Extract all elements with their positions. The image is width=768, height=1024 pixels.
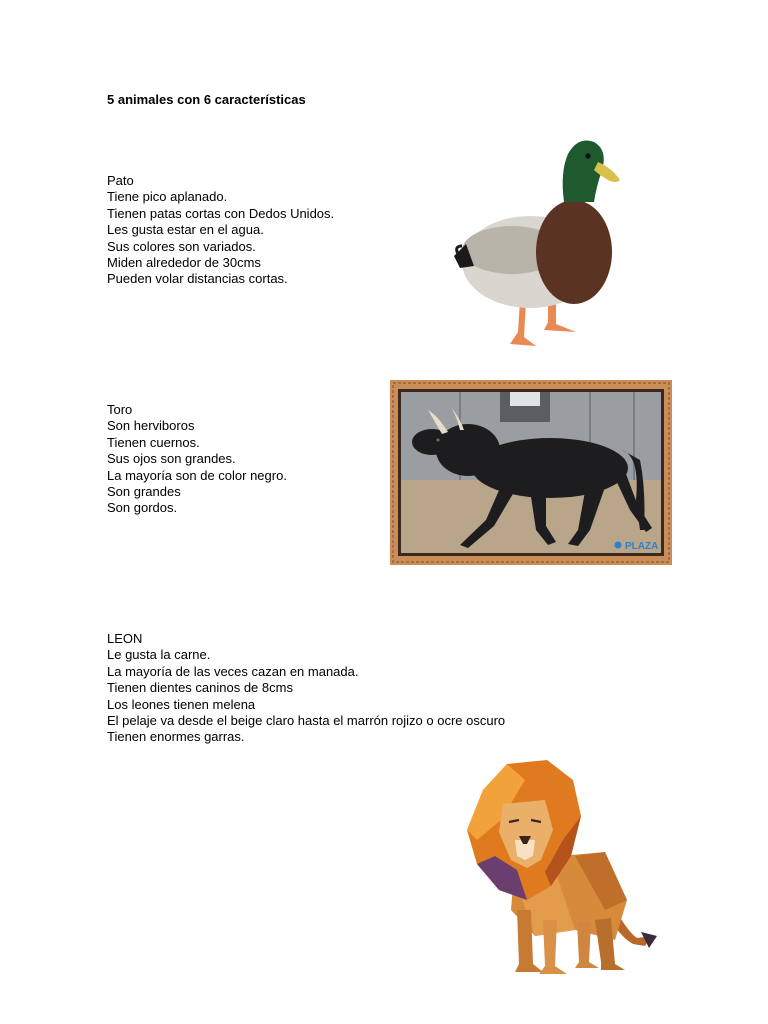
trait-line: La mayoría son de color negro.: [107, 467, 287, 483]
section-heading-pato: Pato: [107, 173, 134, 188]
trait-line: Miden alrededor de 30cms: [107, 255, 261, 271]
trait-line: Pueden volar distancias cortas.: [107, 271, 288, 287]
bull-image: [390, 380, 672, 565]
trait-line: Le gusta la carne.: [107, 647, 211, 663]
lion-section: [107, 631, 505, 746]
trait-line: Son gordos.: [107, 500, 178, 516]
lion-image: [455, 760, 660, 982]
bull-section: [107, 402, 287, 517]
trait-line: El pelaje va desde el beige claro hasta el marrón rojizo o ocre oscuro: [107, 713, 506, 729]
page-title: 5 animales con 6 características: [107, 92, 306, 107]
trait-line: Son herviboros: [107, 418, 195, 434]
trait-line: Tiene pico aplanado.: [107, 189, 228, 205]
trait-line: Les gusta estar en el agua.: [107, 222, 264, 238]
watermark-text: PLAZA: [625, 541, 659, 552]
trait-line: Tienen enormes garras.: [107, 729, 245, 745]
trait-line: Tienen dientes caninos de 8cms: [107, 680, 293, 696]
trait-line: Sus ojos son grandes.: [107, 451, 236, 467]
trait-line: Los leones tienen melena: [107, 696, 256, 712]
trait-line: Sus colores son variados.: [107, 238, 256, 254]
section-heading-leon: LEON: [107, 631, 143, 646]
section-heading-toro: Toro: [107, 402, 133, 417]
duck-image: [452, 132, 628, 352]
duck-section: [107, 173, 334, 288]
trait-line: Son grandes: [107, 484, 181, 500]
trait-line: La mayoría de las veces cazan en manada.: [107, 663, 359, 679]
trait-line: Tienen patas cortas con Dedos Unidos.: [107, 205, 335, 221]
trait-line: Tienen cuernos.: [107, 434, 200, 450]
